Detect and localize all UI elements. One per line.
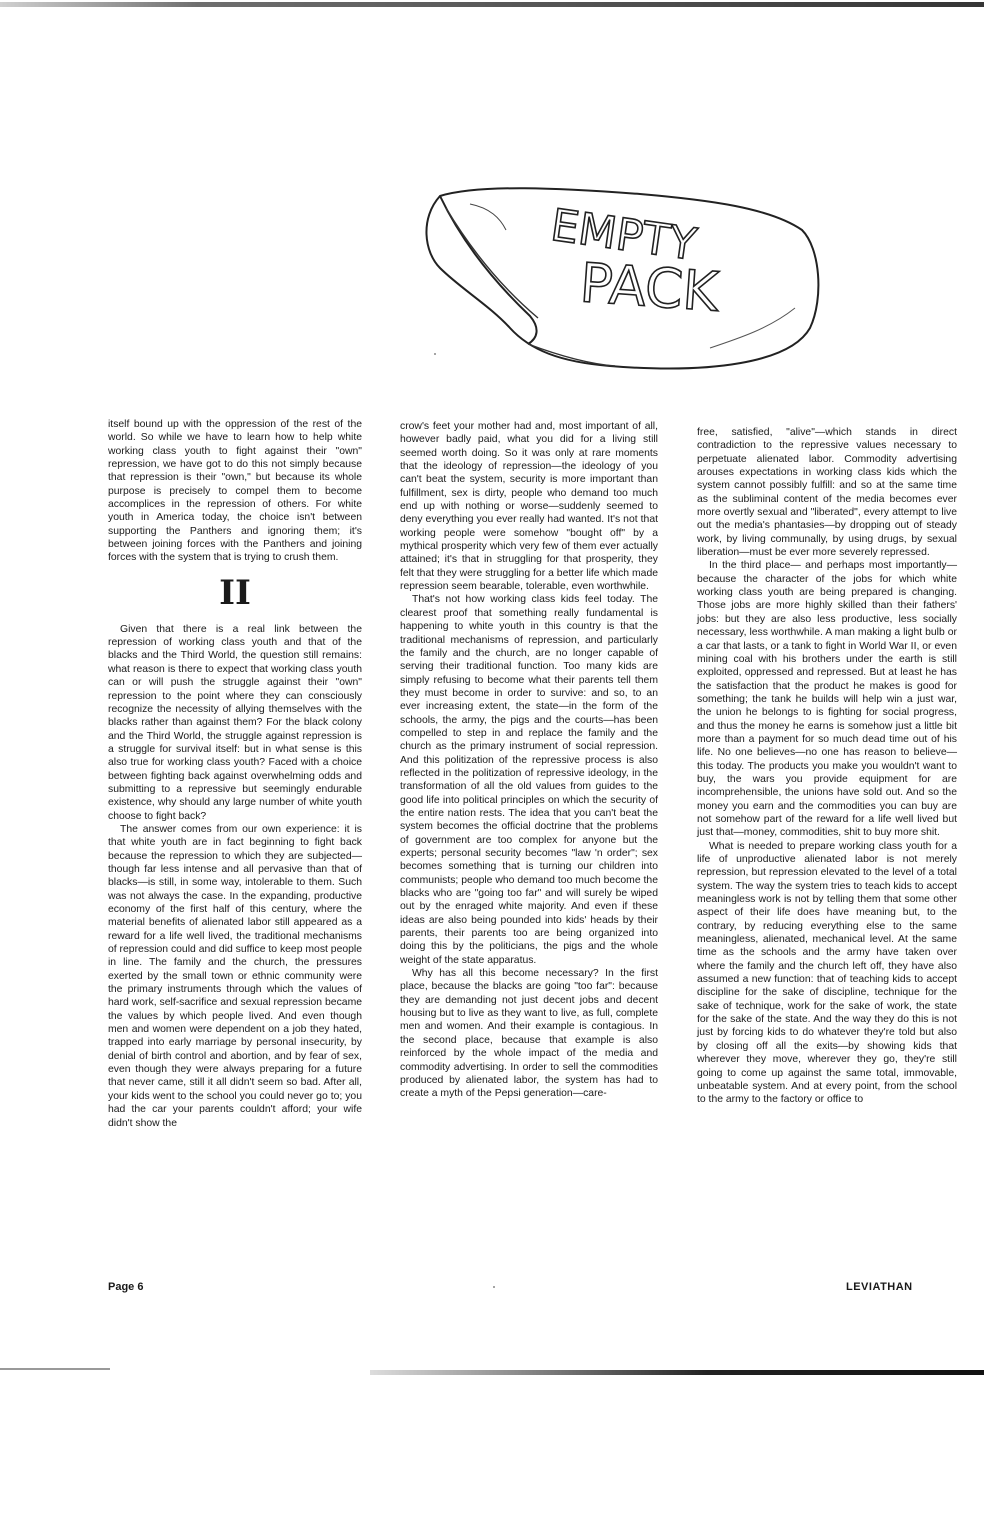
publication-name: LEVIATHAN <box>846 1281 913 1293</box>
empty-pack-illustration <box>410 178 830 378</box>
column-2-paragraph: crow's feet your mother had and, most important of all, however badly paid, what you did for a living still seemed worth doing. So it was only at rare moments that the ideology of repression—the ideology of you can't beat the system, security is more important than fulfillment, sex is dirty, people who demand too much end up with nothing or worse—suddenly seemed to deny everything you ever really had wanted. It's not that working people were somehow "bought off" by a mythical prosperity which very few of them ever actually attained; it's that in struggling for that prosperity, they felt that they were struggling for a better life which made repression seem bearable, tolerable, even worthwhile. <box>400 421 658 593</box>
column-2-paragraph: Why has all this become necessary? In the first place, because the blacks are going "too far": because they are demanding not just decent jobs and decent housing but to live as they want to live, as full, complete men and women. And their example is contagious. In the second place, because that example is also reinforced by the whole impact of the media and commodity advertising. In order to sell the commodities produced by alienated labor, the system has had to create a myth of the Pepsi generation—care- <box>400 968 658 1100</box>
bottom-edge-rule <box>370 1370 984 1375</box>
column-3-paragraph: In the third place— and perhaps most importantly—because the character of the jobs for which white working class youth are being prepared is changing. Those jobs are more highly skilled than their fathers' jobs: but they are also less productive, less socially necessary, less worthwhile. A man making a light bulb or a car that lasts, or a tank to fight in World War II, or even mining coal with his brothers under the earth is still exploited, oppressed and repressed. But at least he has the satisfaction that the product he makes is good for something; the tank he builds will help win a just war, the union he belongs to is fighting for social progress, and thus the money he earns is somehow just a little bit more than a payment for so much dead time out of his life. No one believes—no one has reason to believe—this today. The products you make you wouldn't want to buy, the wars you provide equipment for are incomprehensible, the unions have sold out. And so the money you earn and the commodities you can buy are not somehow part of the reward for a life well lived but just that—money, commodities, shit to buy more shit. <box>697 560 957 839</box>
column-1-paragraph: The answer comes from our own experience: it is that white youth are in fact beginning to fight back because the repression to which they are subjected—though far less intense and all pervasive than that of blacks—is still, in some way, intolerable to them. Such was not always the case. In the expanding, productive economy of the first half of this century, where the material benefits of alienated labor still appeared as a reward for a life well lived, the traditional mechanisms of repression could and did suffice to keep most people in line. The family and the church, the pressures exerted by the small town or ethnic community were the primary instruments through which the values of hard work, self-sacrifice and sexual repression became the values by which people lived. And even though men and women were dependent on a job they hated, trapped into early marriage by personal insecurity, by denial of birth control and abortion, and by fear of sex, even though they were always preparing for a future that never came, still it all didn't seem so bad. After all, your kids went to the school you could never go to; you had the car your parents couldn't afford; your wife didn't show the <box>108 823 362 1129</box>
article-column-2 <box>400 420 658 1101</box>
section-numeral: II <box>219 572 251 613</box>
column-3-paragraph: What is needed to prepare working class youth for a life of unproductive alienated labor is not merely repression, but repression elevated to the level of a total system. The way the system tries to teach kids to accept meaningless work is not by telling them that some other aspect of their life does have meaning but, to the contrary, by reducing everything else to the same meaningless, alienated, mechanical level. At the same time as the schools and the army have taken over where the family and the church left off, they have also assumed a new function: that of teaching kids to accept discipline for the sake of discipline, technique for the sake of technique, work for the sake of work, the state for the sake of the state. And the way they do this is not just by forcing kids to do whatever they're told but also by closing off all the exits—by showing kids that wherever they move, wherever they go, they're still going to come up against the same total, immovable, unbeatable system. And at every point, from the school to the army to the factory or office to <box>697 840 957 1106</box>
column-1-paragraph: Given that there is a real link between the repression of working class youth and that of the blacks and the Third World, the question still remains: what reason is there to expect that working class youth can or will push the struggle against their "own" repression to the point where they can consciously recognize the necessity of allying themselves with the blacks rather than against them? For the black colony and the Third World, the struggle against repression is a struggle for survival itself: but in what sense is this also true for working class youth? Faced with a choice between fighting back against overwhelming odds and submitting to a repressive but seemingly endurable existence, why should any large number of white youth choose to fight back? <box>108 623 362 822</box>
column-1-paragraph: itself bound up with the oppression of the rest of the world. So while we have to learn how to help white working class youth to fight against their "own" repression, we have got to do this not simply because that repression is their "own," but because its whole purpose is precisely to compel them to become accomplices in the repression of others. For white youth in America today, the choice isn't between supporting the Panthers and ignoring them; it's between joining forces with the Panthers and joining forces with the system that is trying to crush them. <box>108 419 362 564</box>
column-3-paragraph: free, satisfied, "alive"—which stands in direct contradiction to the repressive values necessary to perpetuate alienated labor. Commodity advertising arouses expectations in working class kids which the system cannot possibly fulfill: and so at the same time as the subliminal content of the media becomes ever more overtly sexual and "liberated", every attempt to live out the media's phantasies—by dropping out of steady work, by living communally, by using drugs, by sexual liberation—must be ever more severely repressed. <box>697 427 957 559</box>
article-column-3 <box>697 426 957 1107</box>
pack-flap <box>440 196 537 344</box>
pack-word-pack: PACK <box>578 251 721 324</box>
column-2-paragraph: That's not how working class kids feel today. The clearest proof that something really fundamental is happening to white youth in this country is that the traditional mechanisms of repression, and particularly the family and the church, are no longer capable of serving their traditional function. Too many kids are simply refusing to become what their parents tell them they must become in order to survive: and so, to an ever increasing extent, the state—in the form of the schools, the army, the pigs and the courts—has been compelled to step in and replace the family and the church as the primary instrument of social repression. And this politization of the repressive process is also reflected in the politization of repressive ideology, in the transformation of all the old values from guides to the good life into political principles on which the security of the entire nation rests. The idea that you can't beat the system becomes the official doctrine that the problems of government are too complex for anyone but the experts; personal security becomes "law 'n order"; sex becomes something that is turning our children into communists; people who demand too much become the blacks who are "going too far" and will surely be wiped out by the enraged white majority. And even if these ideas are also being pounded into kids' heads by their parents, their parents too are being organized into doing this by the politicians, the pigs and the whole weight of the state apparatus. <box>400 594 658 966</box>
scan-speck <box>434 353 436 355</box>
article-column-1 <box>108 418 362 1130</box>
pack-word-empty: EMPTY <box>547 199 700 271</box>
bottom-edge-rule-left <box>0 1368 110 1370</box>
top-edge-rule <box>0 2 984 7</box>
page-number: Page 6 <box>108 1281 144 1293</box>
scan-speck <box>493 1286 495 1288</box>
